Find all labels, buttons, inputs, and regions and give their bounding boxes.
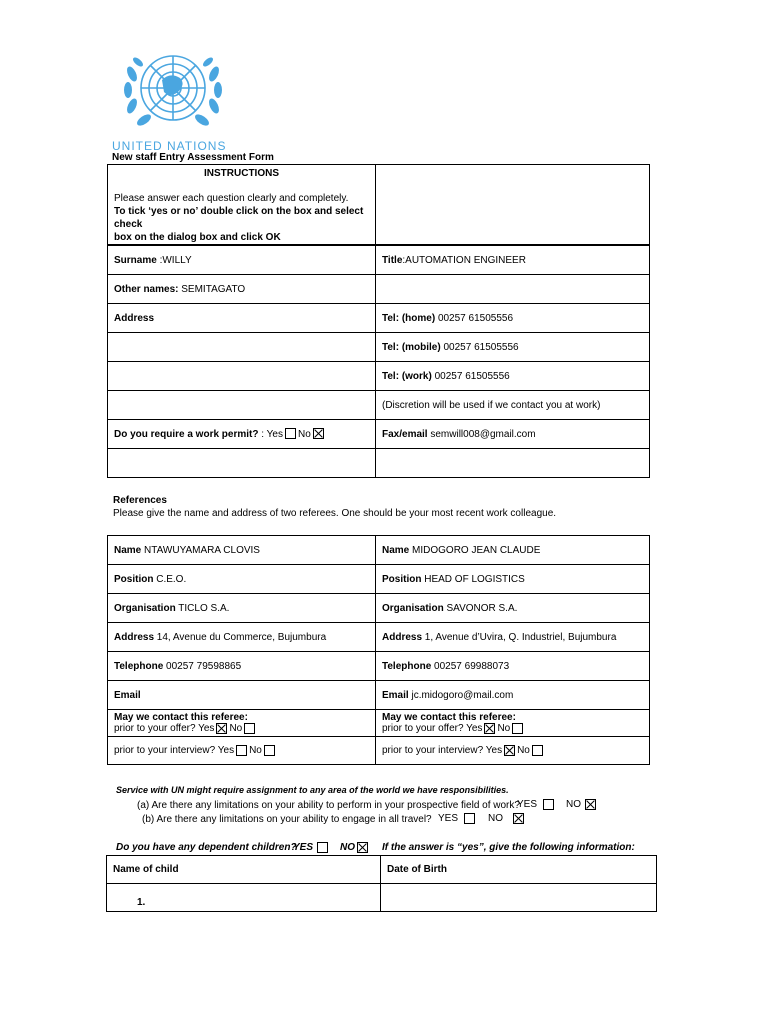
other-names-value[interactable]: SEMITAGATO bbox=[181, 283, 246, 295]
personal-details-table bbox=[107, 245, 650, 478]
ref2-offer-no-checkbox[interactable] bbox=[512, 723, 523, 734]
form-title: New staff Entry Assessment Form bbox=[112, 152, 274, 163]
tel-home-value[interactable]: 00257 61505556 bbox=[437, 312, 514, 324]
other-names-cell bbox=[108, 275, 376, 304]
ref1-organisation-cell bbox=[108, 594, 376, 623]
tel-mobile-value[interactable]: 00257 61505556 bbox=[443, 341, 519, 353]
ref1-offer-no-checkbox[interactable] bbox=[244, 723, 255, 734]
un-emblem-icon bbox=[118, 44, 228, 140]
ref2-address-value[interactable]: 1, Avenue d’Uvira, Q. Industriel, Bujumbura bbox=[424, 631, 617, 643]
service-a-no bbox=[566, 799, 598, 810]
service-a-yes-checkbox[interactable] bbox=[543, 799, 554, 810]
fax-email-cell bbox=[376, 420, 650, 449]
col-name-of-child-label: Name of child bbox=[113, 864, 179, 875]
ref1-position-value[interactable]: C.E.O. bbox=[156, 573, 187, 585]
tel-work-cell bbox=[376, 362, 650, 391]
ref2-interview-no-label: No bbox=[517, 745, 530, 756]
surname-value[interactable]: :WILLY bbox=[159, 254, 192, 266]
ref1-address-cell bbox=[108, 623, 376, 652]
instructions-blank-cell bbox=[376, 165, 650, 245]
tel-work-value[interactable]: 00257 61505556 bbox=[434, 370, 510, 382]
ref1-address-label: Address bbox=[114, 631, 155, 643]
col-date-of-birth bbox=[381, 856, 657, 884]
instructions-line2: To tick ‘yes or no’ double click on the box and select check bbox=[114, 206, 364, 230]
ref2-offer-label: prior to your offer? Yes bbox=[382, 723, 483, 735]
work-permit-no-checkbox[interactable] bbox=[313, 428, 324, 439]
ref1-interview-no-checkbox[interactable] bbox=[264, 745, 275, 756]
ref1-telephone-value[interactable]: 00257 79598865 bbox=[166, 660, 242, 672]
dependents-yes-checkbox[interactable] bbox=[317, 842, 328, 853]
ref2-organisation-label: Organisation bbox=[382, 602, 444, 614]
ref1-email-cell bbox=[108, 681, 376, 710]
dependents-question bbox=[116, 842, 297, 853]
ref2-offer-no-label: No bbox=[497, 723, 511, 735]
child-row-1-dob[interactable] bbox=[381, 884, 657, 912]
address-line-cell[interactable] bbox=[108, 333, 376, 362]
work-permit-yes-label: : Yes bbox=[261, 428, 283, 440]
title-cell bbox=[376, 246, 650, 275]
other-names-label: Other names: bbox=[114, 283, 179, 295]
ref1-address-value[interactable]: 14, Avenue du Commerce, Bujumbura bbox=[156, 631, 327, 643]
address-cell bbox=[108, 304, 376, 333]
work-permit-no-label: No bbox=[297, 428, 311, 440]
dependents-yes bbox=[293, 842, 330, 853]
service-question-b-text: (b) Are there any limitations on your ability to engage in all travel? bbox=[142, 814, 432, 825]
ref1-organisation-label: Organisation bbox=[114, 602, 176, 614]
dependents-if-yes: If the answer is “yes”, give the following information: bbox=[382, 842, 635, 853]
instructions-cell bbox=[108, 165, 376, 245]
references-heading: References bbox=[113, 495, 167, 506]
ref2-organisation-value[interactable]: SAVONOR S.A. bbox=[446, 602, 518, 614]
ref2-contact-cell bbox=[376, 710, 650, 737]
tel-work-label: Tel: (work) bbox=[382, 370, 432, 382]
ref1-interview-yes-checkbox[interactable] bbox=[236, 745, 247, 756]
address-label: Address bbox=[114, 312, 155, 324]
address-line-cell[interactable] bbox=[108, 362, 376, 391]
surname-cell bbox=[108, 246, 376, 275]
instructions-table bbox=[107, 164, 650, 245]
work-permit-yes-checkbox[interactable] bbox=[285, 428, 296, 439]
service-question-a-text: (a) Are there any limitations on your ability to perform in your prospective field of work? bbox=[137, 800, 520, 811]
ref1-interview-label: prior to your interview? Yes bbox=[114, 745, 235, 756]
ref2-address-cell bbox=[376, 623, 650, 652]
ref1-telephone-cell bbox=[108, 652, 376, 681]
ref2-organisation-cell bbox=[376, 594, 650, 623]
ref1-position-label: Position bbox=[114, 573, 154, 585]
ref1-name-value[interactable]: NTAWUYAMARA CLOVIS bbox=[144, 544, 260, 556]
dependents-no-label: NO bbox=[340, 842, 355, 854]
ref1-telephone-label: Telephone bbox=[114, 660, 164, 672]
ref2-telephone-label: Telephone bbox=[382, 660, 432, 672]
tel-home-label: Tel: (home) bbox=[382, 312, 436, 324]
ref2-name-label: Name bbox=[382, 544, 410, 556]
ref1-position-cell bbox=[108, 565, 376, 594]
col-name-of-child bbox=[107, 856, 381, 884]
ref2-contact-heading: May we contact this referee: bbox=[382, 712, 516, 723]
blank-cell[interactable] bbox=[376, 449, 650, 478]
title-label: Title bbox=[382, 254, 403, 266]
service-b-yes-checkbox[interactable] bbox=[464, 813, 475, 824]
service-a-yes-label: YES bbox=[517, 799, 538, 811]
service-b-no-label: NO bbox=[488, 813, 503, 825]
service-note: Service with UN might require assignment to any area of the world we have responsibilities. bbox=[116, 785, 509, 795]
ref2-interview-cell bbox=[376, 737, 650, 765]
ref1-email-label: Email bbox=[114, 689, 141, 701]
ref2-email-label: Email bbox=[382, 689, 409, 701]
un-logo bbox=[118, 44, 228, 140]
service-b-yes-label: YES bbox=[438, 813, 459, 825]
child-row-1-name[interactable] bbox=[107, 884, 381, 912]
ref2-offer-yes-checkbox[interactable] bbox=[484, 723, 495, 734]
instructions-line3: box on the dialog box and click OK bbox=[114, 232, 281, 243]
ref1-name-cell bbox=[108, 536, 376, 565]
blank-cell[interactable] bbox=[108, 449, 376, 478]
service-question-a bbox=[137, 800, 520, 811]
ref1-offer-no-label: No bbox=[229, 723, 243, 735]
ref2-name-cell bbox=[376, 536, 650, 565]
dependents-no-checkbox[interactable] bbox=[357, 842, 368, 853]
tel-mobile-label: Tel: (mobile) bbox=[382, 341, 441, 353]
fax-email-label: Fax/email bbox=[382, 428, 428, 440]
ref1-organisation-value[interactable]: TICLO S.A. bbox=[178, 602, 230, 614]
tel-home-cell bbox=[376, 304, 650, 333]
ref2-email-value[interactable]: jc.midogoro@mail.com bbox=[411, 689, 514, 701]
work-permit-label: Do you require a work permit? bbox=[114, 428, 259, 440]
ref2-email-cell bbox=[376, 681, 650, 710]
child-row-1-number: 1. bbox=[137, 897, 146, 908]
ref2-interview-no-checkbox[interactable] bbox=[532, 745, 543, 756]
ref1-contact-cell bbox=[108, 710, 376, 737]
ref2-address-label: Address bbox=[382, 631, 423, 643]
title-value[interactable]: :AUTOMATION ENGINEER bbox=[402, 254, 526, 266]
col-date-of-birth-label: Date of Birth bbox=[387, 864, 447, 875]
discretion-note: (Discretion will be used if we contact you at work) bbox=[376, 391, 650, 420]
un-logo-text: UNITED NATIONS bbox=[112, 139, 227, 153]
ref2-telephone-cell bbox=[376, 652, 650, 681]
ref1-contact-heading: May we contact this referee: bbox=[114, 712, 248, 723]
work-permit-cell bbox=[108, 420, 376, 449]
ref2-position-cell bbox=[376, 565, 650, 594]
dependents-yes-label: YES bbox=[293, 842, 314, 854]
service-b-no bbox=[488, 813, 526, 824]
instructions-heading: INSTRUCTIONS bbox=[204, 168, 279, 179]
address-line-cell[interactable] bbox=[108, 391, 376, 420]
service-a-yes bbox=[517, 799, 556, 810]
ref2-interview-yes-checkbox[interactable] bbox=[504, 745, 515, 756]
service-a-no-checkbox[interactable] bbox=[585, 799, 596, 810]
surname-label: Surname bbox=[114, 254, 157, 266]
dependents-question-text: Do you have any dependent children? bbox=[116, 842, 297, 853]
service-b-yes bbox=[438, 813, 477, 824]
ref2-name-value[interactable]: MIDOGORO JEAN CLAUDE bbox=[412, 544, 541, 556]
ref2-position-value[interactable]: HEAD OF LOGISTICS bbox=[424, 573, 525, 585]
service-question-b bbox=[142, 814, 432, 825]
ref1-offer-label: prior to your offer? Yes bbox=[114, 723, 215, 735]
service-b-no-checkbox[interactable] bbox=[513, 813, 524, 824]
blank-cell bbox=[376, 275, 650, 304]
ref1-name-label: Name bbox=[114, 544, 142, 556]
ref1-offer-yes-checkbox[interactable] bbox=[216, 723, 227, 734]
references-table bbox=[107, 535, 650, 765]
tel-mobile-cell bbox=[376, 333, 650, 362]
ref2-telephone-value[interactable]: 00257 69988073 bbox=[434, 660, 510, 672]
references-intro: Please give the name and address of two referees. One should be your most recent work colleague. bbox=[113, 508, 557, 519]
instructions-line1: Please answer each question clearly and completely. bbox=[114, 193, 349, 204]
ref2-position-label: Position bbox=[382, 573, 422, 585]
ref1-interview-cell bbox=[108, 737, 376, 765]
ref2-interview-label: prior to your interview? Yes bbox=[382, 745, 503, 756]
dependents-no bbox=[340, 842, 370, 853]
service-a-no-label: NO bbox=[566, 799, 581, 811]
ref1-interview-no-label: No bbox=[249, 745, 262, 756]
dependents-table bbox=[106, 855, 657, 912]
fax-email-value[interactable]: semwill008@gmail.com bbox=[430, 428, 536, 440]
